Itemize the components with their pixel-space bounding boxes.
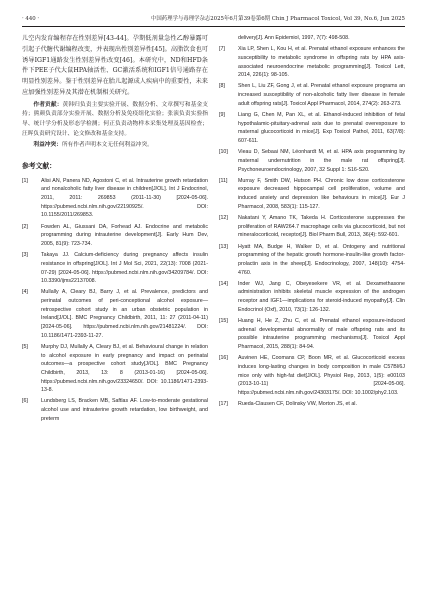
reference-number: [10] — [219, 149, 228, 156]
reference-item — [219, 34, 405, 43]
reference-text: Vieau D, Sebaai NM, Léonhardt M, et al. HPA axis programming by maternal undernutrition in the male rat offspring[J]. Psychoneuroendocrinology, 2007, 32 Suppl 1: S16-S20. — [238, 149, 405, 173]
reference-item — [219, 354, 405, 397]
author-contributions — [22, 101, 208, 139]
conflict-of-interest-text: 所有作者声明本文无任何利益冲突。 — [61, 142, 153, 149]
header-rule — [22, 26, 405, 27]
reference-text: Auvinen HE, Coomans CP, Boon MR, et al. Glucocorticoid excess induces long-lasting changes in body composition in male C57Bl/6J mice only with high-fat diet[J/OL]. Physiol Rep, 2013, 1(5): e00103 (2013-10-11) [2024-05-06]. https://pubmed.ncbi.nlm.nih.gov/24303175/. DOI: 10.1002/phy2.103. — [238, 355, 405, 396]
reference-number: [8] — [219, 83, 225, 90]
reference-text: Inder WJ, Jang C, Obeyesekere VR, et al. Dexamethasone administration inhibits skeletal muscle expression of the androgen receptor and IGF1—implications for steroid-induced myopathy[J]. Clin Endocrinol (Oxf), 2010, 73(1): 126-132. — [238, 280, 405, 313]
reference-item — [22, 251, 208, 286]
journal-citation-line: 中国药理学与毒理学杂志2025年6月第39卷第6期 Chin J Pharmacol Toxicol, Vol 39, No.6, Jun 2025 — [150, 16, 405, 22]
left-column — [22, 34, 208, 426]
reference-item — [22, 223, 208, 249]
reference-item — [219, 317, 405, 352]
reference-text: Xia LP, Shen L, Kou H, et al. Prenatal ethanol exposure enhances the susceptibility to metabolic syndrome in offspring rats by HPA axis-associated neuroendocrine metabolic programming[J]. Toxicol Lett, 2014, 226(1): 98-105. — [238, 46, 405, 79]
references-list-right — [219, 34, 405, 409]
reference-item — [219, 400, 405, 409]
reference-text: Shen L, Liu ZF, Gong J, et al. Prenatal ethanol exposure programs an increased susceptibility of non-alcoholic fatty liver disease in female adult offspring rats[J]. Toxicol Appl Pharmacol, 2014, 274(2): 263-273. — [238, 83, 405, 107]
reference-text: Lundsberg LS, Bracken MB, Saftlas AF. Low-to-moderate gestational alcohol use and intrauterine growth retardation, low birthweight, and preterm — [41, 398, 208, 422]
reference-text: Huang H, He Z, Zhu C, et al. Prenatal ethanol exposure-induced adrenal developmental abnormality of male offspring rats and its possible intrauterine programming mechanisms[J]. Toxicol Appl Pharmacol, 2015, 288(1): 84-94. — [238, 318, 405, 350]
reference-number: [12] — [219, 215, 228, 222]
reference-item — [219, 280, 405, 315]
references-list-left — [22, 177, 208, 424]
reference-number: [15] — [219, 318, 228, 325]
reference-number: [1] — [22, 177, 28, 184]
reference-number: [16] — [219, 355, 228, 362]
reference-number: [11] — [219, 177, 228, 184]
reference-text: Murphy DJ, Mullally A, Cleary BJ, et al. Behavioural change in relation to alcohol exposure in early pregnancy and impact on perinatal outcomes—a prospective cohort study[J/OL]. BMC Pregnancy Childbirth, 2013, 13: 8 (2013-01-16) [2024-05-06]. https://pubmed.ncbi.nlm.nih.gov/23324650/. DOI: 10.1186/1471-2393-13-8. — [41, 343, 208, 394]
reference-number: [5] — [22, 343, 28, 350]
reference-text: Rueda-Clausen CF, Dolinsky VW, Morton JS, et al. — [238, 401, 357, 408]
reference-text: Hyatt MA, Budge H, Walker D, et al. Ontogeny and nutritional programming of the hepatic growth hormone-insulin-like growth factor-prolactin axis in the sheep[J]. Endocrinology, 2007, 148(10): 4754-4760. — [238, 243, 405, 276]
conflict-of-interest-label: 利益冲突： — [33, 142, 62, 149]
reference-item — [22, 397, 208, 423]
reference-item — [219, 243, 405, 278]
reference-text: Liang G, Chen M, Pan XL, et al. Ethanol-induced inhibition of fetal hypothalamic-pituitary-adrenal axis due to prenatal overexposure to maternal glucocorticoid in mice[J]. Exp Toxicol Pathol, 2011, 63(7/8): 607-611. — [238, 112, 405, 144]
references-heading: 参考文献： — [22, 161, 56, 170]
reference-number: [17] — [219, 401, 228, 408]
reference-item — [22, 177, 208, 220]
reference-text: Alisi AN, Panera ND, Agostoni C, et al. Intrauterine growth retardation and nonalcoholic fatty liver disease in children[J/OL]. Int J Endocrinol, 2011, 2011: 269853 (2011-11-30) [2024-05-06]. https://pubmed.ncbi.nlm.nih.gov/22190925/. DOI: 10.1155/2011/269853. — [41, 177, 208, 219]
reference-text: delivery[J]. Ann Epidemiol, 1997, 7(7): 498-508. — [238, 35, 350, 41]
reference-number: [13] — [219, 243, 228, 250]
reference-text: Takaya JJ. Calcium-deficiency during pregnancy affects insulin resistance in offspring[J/OL]. Int J Mol Sci, 2021, 22(13): 7008 (2021-07-29) [2024-05-06]. https://pubmed.ncbi.nlm.nih.gov/34209784/. DOI: 10.3390/ijms22137008. — [41, 252, 208, 285]
reference-number: [6] — [22, 398, 28, 405]
reference-number: [2] — [22, 223, 28, 230]
reference-number: [3] — [22, 252, 28, 259]
reference-number: [4] — [22, 289, 28, 296]
reference-text: Mullally A, Cleary BJ, Barry J, et al. Prevalence, predictors and perinatal outcomes of peri-conceptional alcohol exposure—retrospective cohort study in an urban obstetric population in Ireland[J/OL]. BMC Pregnancy Childbirth, 2011, 11: 27 (2011-04-11) [2024-05-06]. https://pubmed.ncbi.nlm.nih.gov/21481224/. DOI: 10.1186/1471-2393-11-27. — [41, 289, 208, 339]
reference-number: [14] — [219, 280, 228, 287]
reference-number: [7] — [219, 46, 225, 53]
running-header — [22, 14, 405, 24]
reference-text: Murray F, Smith DW, Hutson PH. Chronic low dose corticosterone exposure decreased hippocampal cell proliferation, volume and induced anxiety and depression like behaviours in mice[J]. Eur J Pharmacol, 2008, 583(1): 115-127. — [238, 177, 405, 210]
reference-item — [219, 82, 405, 108]
page-number: · 440 · — [22, 16, 40, 22]
reference-item — [219, 45, 405, 80]
right-column — [219, 34, 405, 411]
body-paragraph: 儿空内发育编程存在性别差异[43-44]。孕期低剂量急性乙醇暴露可引起子代糖代谢编程改变，并表现出性别差异性[45]。高脂饮食也可诱导IGF1通路发生性别差异性改变[46]。本研究中，ND和HFD条件下PEE子代大鼠HPA轴活性、GC激活系统和IGF1信号通路存在明显性别差异。鉴于性别差异在胎儿起源成人疾病中的重要性，未来应加强性别差异及其潜在机制相关研究。 — [22, 35, 208, 96]
reference-item — [219, 111, 405, 146]
reference-item — [219, 214, 405, 240]
reference-item — [219, 177, 405, 212]
reference-item — [22, 288, 208, 340]
reference-number: [9] — [219, 112, 225, 119]
reference-text: Fowden AL, Giussani DA, Forhead AJ. Endocrine and metabolic programming during intrauterine development[J]. Early Hum Dev, 2005, 81(9): 723-734. — [41, 223, 208, 247]
author-contributions-label: 作者贡献： — [33, 101, 63, 108]
conflict-of-interest — [22, 141, 208, 151]
reference-item — [22, 343, 208, 395]
reference-text: Nakatani Y, Amano TK, Takeda H. Corticosterone suppresses the proliferation of RAW264.7 macrophage cells via glucocorticoid, but not mineralocorticoid, receptor[J]. Biol Pharm Bull, 2013, 36(4): 592-601. — [238, 215, 405, 239]
reference-item — [219, 148, 405, 174]
author-contributions-text: 黄韩归负责主要实验开展、数据分析、文章撰写和基金支持；熊颜负责部分实验开展、数据分析及免疫组化实验；张演负责实验指导、统计学分析及形态学检测；何正负责动物样本采集处理及基因检查；汪晖负责研究设计、论文修改和基金支持。 — [22, 101, 208, 137]
